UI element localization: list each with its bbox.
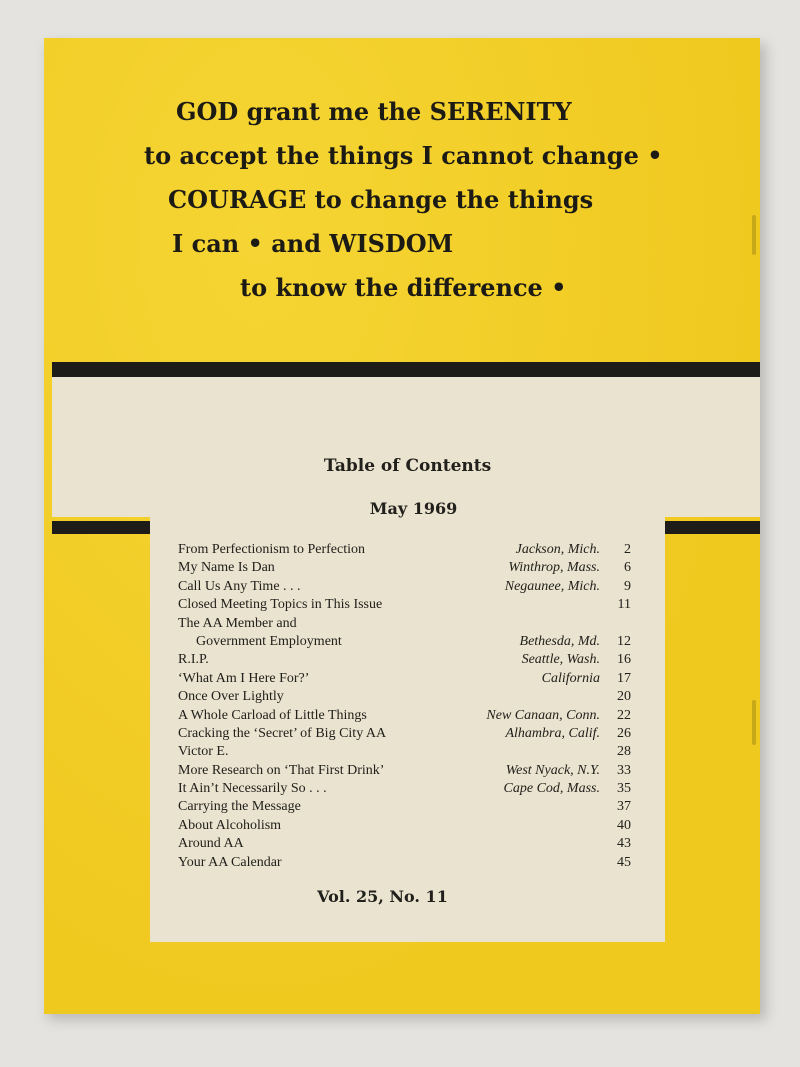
left-accent-bar: [52, 521, 152, 534]
toc-entry: [178, 780, 633, 798]
toc-entry-location: Seattle, Wash.: [521, 652, 600, 668]
toc-entry-page: 9: [624, 578, 631, 594]
toc-entry-location: Negaunee, Mich.: [504, 578, 600, 594]
cream-band: [52, 377, 760, 517]
toc-entry: [178, 798, 633, 816]
toc-entry-location: Alhambra, Calif.: [505, 725, 600, 741]
toc-entry-location: Bethesda, Md.: [519, 633, 600, 649]
toc-entry-page: 37: [617, 799, 631, 815]
prayer-line: to know the difference •: [240, 273, 567, 302]
black-divider-rule: [52, 362, 760, 377]
toc-entry-title: Your AA Calendar: [178, 854, 282, 870]
prayer-line: COURAGE to change the things: [168, 185, 594, 214]
toc-entry-title: ‘What Am I Here For?’: [178, 670, 310, 686]
toc-entry: [178, 762, 633, 780]
toc-entry-title: My Name Is Dan: [178, 560, 275, 576]
toc-entry: [178, 743, 633, 761]
toc-title: Table of Contents: [323, 456, 492, 476]
toc-entry-page: 17: [617, 670, 631, 686]
toc-entry-title: Once Over Lightly: [178, 689, 284, 705]
right-accent-bar: [662, 521, 760, 534]
toc-entry-page: 11: [617, 597, 631, 613]
toc-entry-title: Cracking the ‘Secret’ of Big City AA: [178, 725, 387, 741]
toc-entry-page: 16: [617, 652, 631, 668]
toc-entry-page: 26: [617, 725, 631, 741]
toc-entry-page: 2: [624, 542, 631, 557]
toc-list: [178, 541, 633, 872]
staple-mark: [752, 700, 756, 745]
toc-entry-page: 43: [617, 836, 631, 852]
toc-entry-page: 33: [617, 762, 631, 778]
toc-entry: [178, 688, 633, 706]
toc-entry: [178, 817, 633, 835]
toc-entry-title: A Whole Carload of Little Things: [178, 707, 367, 723]
toc-entry-location: New Canaan, Conn.: [486, 707, 600, 723]
prayer-line: I can • and WISDOM: [172, 229, 454, 258]
issue-date: May 1969: [369, 499, 458, 518]
toc-entry-title: About Alcoholism: [178, 817, 282, 833]
toc-entry-page: 20: [617, 689, 631, 705]
toc-entry-title: Call Us Any Time . . .: [178, 578, 301, 594]
toc-entry: [178, 615, 633, 633]
toc-entry-title: Closed Meeting Topics in This Issue: [178, 597, 383, 613]
prayer-line: to accept the things I cannot change •: [144, 141, 663, 170]
toc-entry-page: 35: [617, 781, 631, 797]
toc-entry-title: Government Employment: [196, 633, 342, 649]
toc-entry-page: 40: [617, 817, 631, 833]
toc-entry: [178, 835, 633, 853]
toc-entry: [178, 670, 633, 688]
toc-entry-title: Victor E.: [178, 744, 229, 760]
toc-entry: [178, 854, 633, 872]
toc-entry: [178, 651, 633, 669]
toc-entry-title: Around AA: [178, 836, 244, 852]
toc-entry-title: More Research on ‘That First Drink’: [178, 762, 385, 778]
toc-entry-page: 45: [617, 854, 631, 870]
toc-entry-location: West Nyack, N.Y.: [505, 762, 600, 778]
toc-entry: [178, 707, 633, 725]
toc-entry-page: 6: [624, 560, 631, 576]
toc-entry-title: The AA Member and: [178, 615, 297, 631]
toc-entry: [178, 596, 633, 614]
volume-number: Vol. 25, No. 11: [317, 887, 448, 906]
staple-mark: [752, 215, 756, 255]
toc-entry: [178, 633, 633, 651]
toc-entry-page: 12: [617, 633, 631, 649]
toc-entry-location: California: [541, 670, 600, 686]
toc-entry: [178, 725, 633, 743]
toc-entry: [178, 541, 633, 559]
toc-entry-location: Cape Cod, Mass.: [503, 781, 600, 797]
toc-entry-title: It Ain’t Necessarily So . . .: [178, 781, 327, 797]
toc-entry: [178, 578, 633, 596]
toc-entry-location: Jackson, Mich.: [515, 542, 600, 557]
toc-entry-location: Winthrop, Mass.: [508, 560, 600, 576]
prayer-line: GOD grant me the SERENITY: [176, 97, 572, 126]
toc-entry-page: 22: [617, 707, 631, 723]
toc-entry-title: Carrying the Message: [178, 799, 301, 815]
toc-entry: [178, 559, 633, 577]
toc-entry-title: From Perfectionism to Perfection: [178, 542, 366, 557]
toc-entry-page: 28: [617, 744, 631, 760]
toc-entry-title: R.I.P.: [178, 652, 209, 668]
